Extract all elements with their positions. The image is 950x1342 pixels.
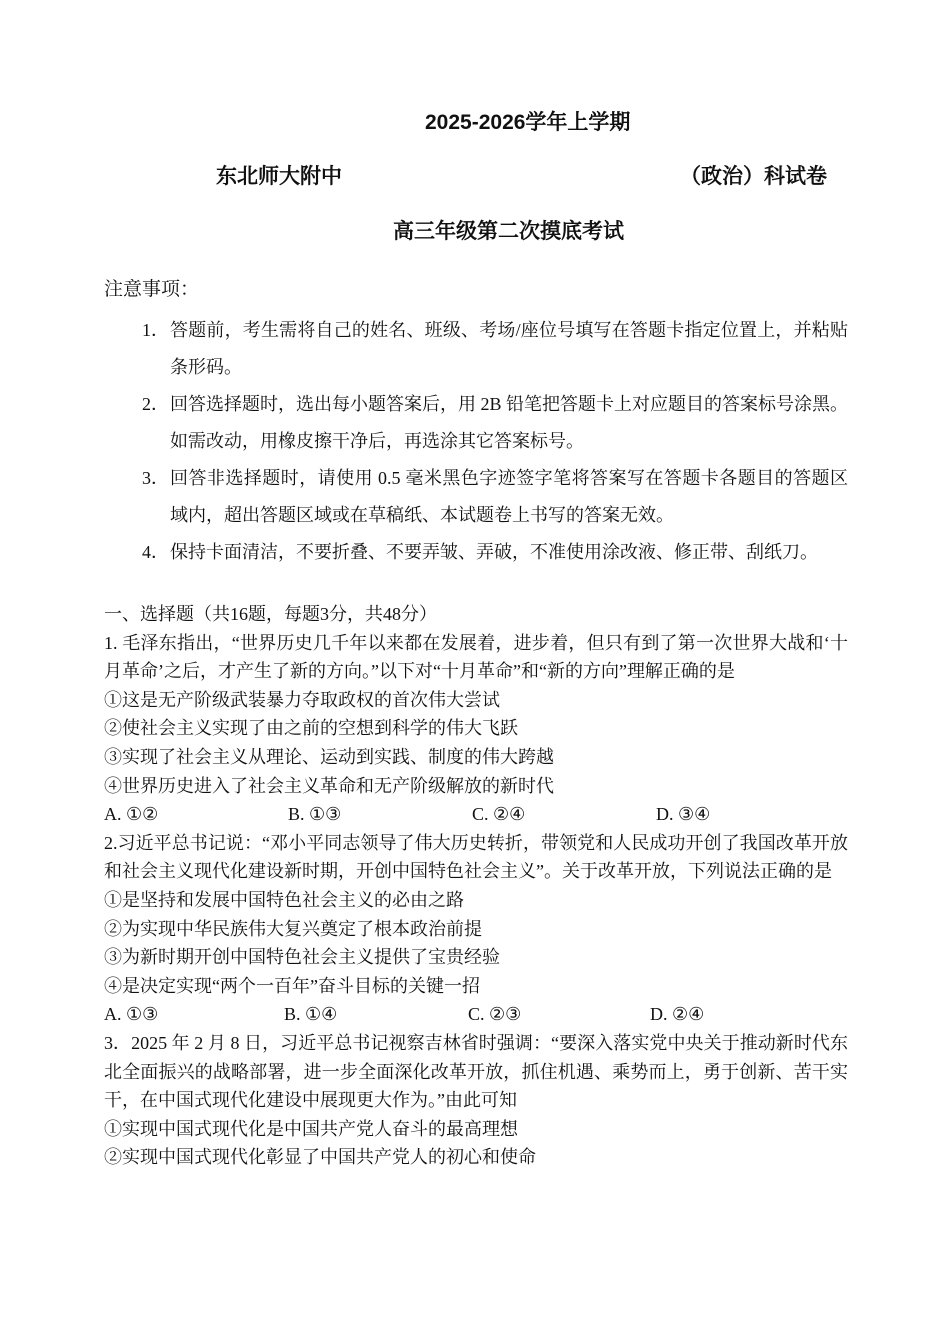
notice-item-number: 1． <box>142 320 169 340</box>
statement-1: ①这是无产阶级武装暴力夺取政权的首次伟大尝试 <box>104 689 500 710</box>
statement-2: ②为实现中华民族伟大复兴奠定了根本政治前提 <box>104 918 482 939</box>
notice-item-number: 2． <box>142 394 169 414</box>
answer-options <box>104 800 848 829</box>
option-a: A. ①③ <box>104 1004 159 1025</box>
notice-item <box>104 312 848 386</box>
option-c: C. ②③ <box>468 1004 522 1025</box>
option-b: B. ①③ <box>288 804 342 825</box>
notice-item-text: 回答选择题时，选出每小题答案后，用 2B 铅笔把答题卡上对应题目的答案标号涂黑。如需改动，用橡皮擦干净后，再选涂其它答案标号。 <box>170 394 849 451</box>
statement-2: ②实现中国式现代化彰显了中国共产党人的初心和使命 <box>104 1147 536 1168</box>
option-d: D. ③④ <box>656 804 711 825</box>
statement-3: ③实现了社会主义从理论、运动到实践、制度的伟大跨越 <box>104 746 554 767</box>
exam-year-title: 2025-2026学年上学期 <box>425 111 631 134</box>
option-a: A. ①② <box>104 804 159 825</box>
notice-item-number: 4． <box>142 542 169 562</box>
question-stem: 1. 毛泽东指出，“世界历史几千年以来都在发展着，进步着，但只有到了第一次世界大战和‘十月革命’之后，才产生了新的方向。”以下对“十月革命”和“新的方向”理解正确的是 <box>104 632 848 682</box>
question-3 <box>104 1029 848 1172</box>
questions-section <box>104 600 848 1172</box>
statement-3: ③为新时期开创中国特色社会主义提供了宝贵经验 <box>104 947 500 968</box>
question-1 <box>104 629 848 829</box>
question-2 <box>104 829 848 1029</box>
statement-4: ④世界历史进入了社会主义革命和无产阶级解放的新时代 <box>104 775 554 796</box>
option-b: B. ①④ <box>284 1004 338 1025</box>
school-name: 东北师大附中 <box>216 165 342 188</box>
statement-1: ①实现中国式现代化是中国共产党人奋斗的最高理想 <box>104 1118 518 1139</box>
exam-name: 高三年级第二次摸底考试 <box>393 220 624 243</box>
question-stem: 2.习近平总书记说：“邓小平同志领导了伟大历史转折，带领党和人民成功开创了我国改革开放和社会主义现代化建设新时期，开创中国特色社会主义”。关于改革开放，下列说法正确的是 <box>104 832 848 882</box>
option-c: C. ②④ <box>472 804 526 825</box>
notice-item-text: 保持卡面清洁，不要折叠、不要弄皱、弄破，不准使用涂改液、修正带、刮纸刀。 <box>170 542 818 562</box>
statement-2: ②使社会主义实现了由之前的空想到科学的伟大飞跃 <box>104 718 518 739</box>
option-d: D. ②④ <box>650 1004 705 1025</box>
notice-title: 注意事项： <box>104 279 200 300</box>
notice-item-text: 回答非选择题时，请使用 0.5 毫米黑色字迹签字笔将答案写在答题卡各题目的答题区域内，超出答题区域或在草稿纸、本试题卷上书写的答案无效。 <box>170 468 848 525</box>
notice-item <box>104 386 848 460</box>
notice-item-text: 答题前，考生需将自己的姓名、班级、考场/座位号填写在答题卡指定位置上，并粘贴条形码。 <box>170 320 848 377</box>
statement-4: ④是决定实现“两个一百年”奋斗目标的关键一招 <box>104 975 480 996</box>
question-stem: 3．2025 年 2 月 8 日，习近平总书记视察吉林省时强调：“要深入落实党中央关于推动新时代东北全面振兴的战略部署，进一步全面深化改革开放，抓住机遇、乘势而上，勇于创新、苦干实干，在中国式现代化建设中展现更大作为。”由此可知 <box>104 1032 848 1111</box>
notice-list <box>104 312 848 571</box>
section-heading: 一、选择题（共16题，每题3分，共48分） <box>104 604 437 624</box>
notice-item <box>104 460 848 534</box>
answer-options <box>104 1000 848 1029</box>
notice-item <box>104 534 848 571</box>
statement-1: ①是坚持和发展中国特色社会主义的必由之路 <box>104 889 464 910</box>
notice-item-number: 3． <box>142 468 169 488</box>
subject-title: （政治）科试卷 <box>680 165 827 188</box>
